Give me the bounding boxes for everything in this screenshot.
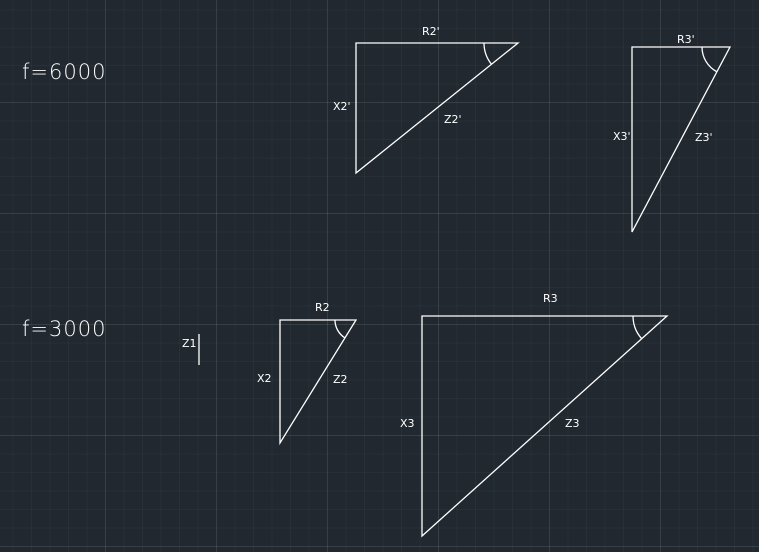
frequency-label-3000: f=3000 <box>22 317 107 341</box>
resistance-label: R3 <box>543 292 558 305</box>
resistance-label: R2' <box>422 25 440 38</box>
angle-arc <box>633 316 642 339</box>
reactance-label: X2' <box>333 100 351 113</box>
reactance-label: X3 <box>400 417 415 430</box>
angle-arc <box>335 320 345 338</box>
impedance-label: Z3' <box>695 131 713 144</box>
impedance-triangle-2 <box>257 301 356 443</box>
reactance-label: X3' <box>613 130 631 143</box>
triangle-outline <box>356 43 518 173</box>
reactance-label: X2 <box>257 372 272 385</box>
angle-arc <box>484 43 492 64</box>
impedance-triangle-2-prime <box>333 25 518 173</box>
impedance-label: Z2 <box>333 373 348 386</box>
impedance-triangle-3 <box>400 292 667 536</box>
impedance-label: Z2' <box>444 113 462 126</box>
triangle-outline <box>632 47 730 232</box>
resistance-label: R3' <box>677 33 695 46</box>
impedance-triangle-3-prime <box>613 33 730 232</box>
triangle-outline <box>422 316 667 536</box>
resistance-label: R2 <box>315 301 330 314</box>
angle-arc <box>702 47 717 72</box>
impedance-segment-1 <box>182 334 199 365</box>
impedance-label: Z1 <box>182 337 197 350</box>
impedance-label: Z3 <box>565 417 580 430</box>
frequency-label-6000: f=6000 <box>22 60 107 84</box>
